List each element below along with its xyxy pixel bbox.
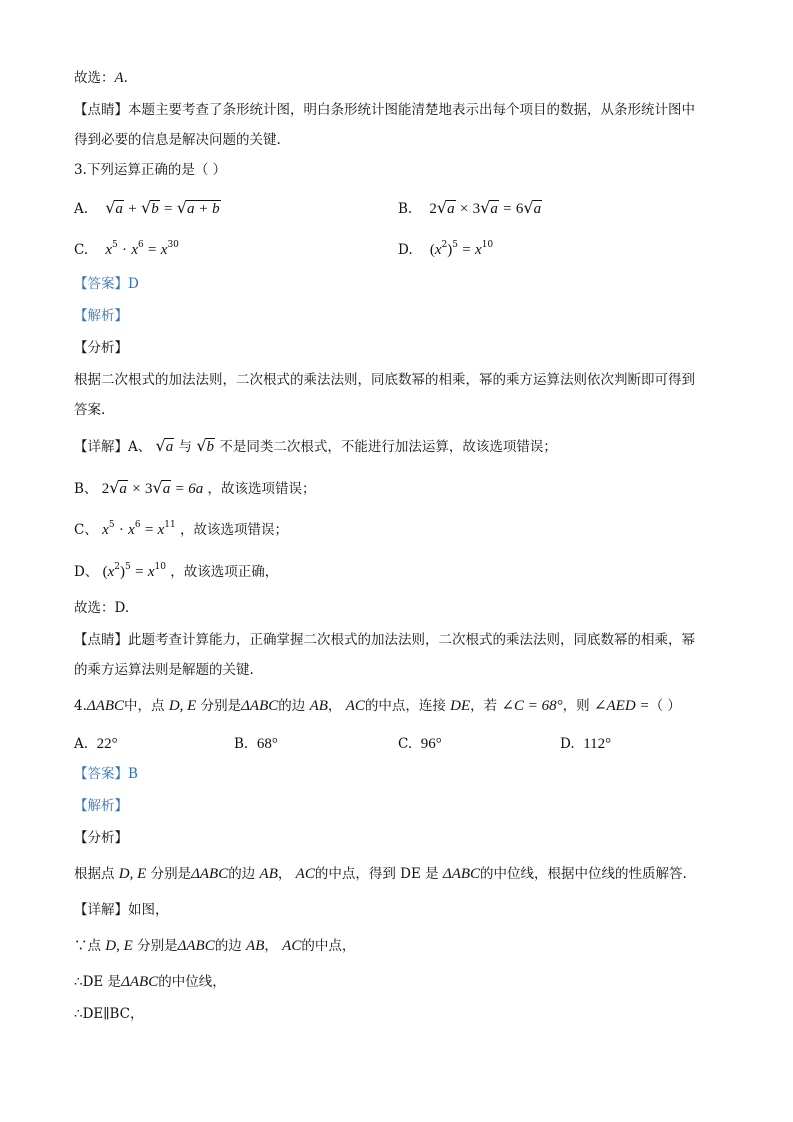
option-4c: C. 96° xyxy=(398,736,442,752)
jiexi-4: 【解析】 xyxy=(74,798,128,814)
fenxi-4: 【分析】 xyxy=(74,830,128,846)
answer-3: 【答案】D xyxy=(74,276,139,292)
xiangjie-3d: D、 $(x^2)^5 = x^{10}$ ，故该选项正确， xyxy=(74,562,279,580)
option-4d: D. 112° xyxy=(560,736,612,752)
xiangjie-4: 【详解】如图， xyxy=(74,902,169,918)
xiangjie-3b: B、 2√a × 3√a = 6a ，故该选项错误； xyxy=(74,478,316,497)
option-3d: D. $(x^2)^5 = x^{10}$ xyxy=(398,240,494,258)
xiangjie-3c: C、 $x^5 \cdot x^6 = x^{11}$ ，故该选项错误； xyxy=(74,520,289,538)
question-4-stem: 4.ΔABC中，点 D, E 分别是ΔABC的边 AB， AC的中点，连接 DE，若 ∠C = 68°，则 ∠AED =（ ） xyxy=(74,698,681,714)
fenxi-3-text-1: 根据二次根式的加法法则，二次根式的乘法法则，同底数幂的相乘，幂的乘方运算法则依次判断即可得到 xyxy=(74,372,695,388)
xiangjie-3a: 【详解】A、 √a 与 √b 不是同类二次根式，不能进行加法运算，故该选项错误； xyxy=(74,436,557,455)
dianjing-3-2: 的乘方运算法则是解题的关键. xyxy=(74,662,254,678)
dianjing-3-1: 【点睛】此题考查计算能力，正确掌握二次根式的加法法则，二次根式的乘法法则，同底数幂的相乘，幂 xyxy=(74,632,695,648)
option-4b: B. 68° xyxy=(234,736,278,752)
option-4a: A. 22° xyxy=(74,736,118,752)
line-dianjing-prev-1: 【点睛】本题主要考查了条形统计图，明白条形统计图能清楚地表示出每个项目的数据，从条形统计图中 xyxy=(74,102,695,118)
option-3a: A. √a + √b = √a + b xyxy=(74,198,220,217)
fenxi-3: 【分析】 xyxy=(74,340,128,356)
fenxi-4-text: 根据点 D, E 分别是ΔABC的边 AB， AC的中点，得到 DE 是 ΔABC的中位线，根据中位线的性质解答. xyxy=(74,866,687,882)
line-dianjing-prev-2: 得到必要的信息是解决问题的关键. xyxy=(74,132,281,148)
option-3b: B. 2√a × 3√a = 6√a xyxy=(398,198,542,217)
step-4-2: ∴DE 是ΔABC的中位线， xyxy=(74,974,226,990)
answer-4: 【答案】B xyxy=(74,766,138,782)
fenxi-3-text-2: 答案. xyxy=(74,402,106,418)
guxuan-3: 故选：D. xyxy=(74,600,130,616)
question-3-stem: 3.下列运算正确的是（ ） xyxy=(74,162,227,178)
option-3c: C. $x^5 \cdot x^6 = x^{30}$ xyxy=(74,240,179,258)
step-4-1: ∵点 D, E 分别是ΔABC的边 AB， AC的中点， xyxy=(74,938,356,954)
jiexi-3: 【解析】 xyxy=(74,308,128,324)
line-answer-prev: 故选：A. xyxy=(74,70,128,86)
step-4-3: ∴DE∥BC， xyxy=(74,1006,144,1022)
